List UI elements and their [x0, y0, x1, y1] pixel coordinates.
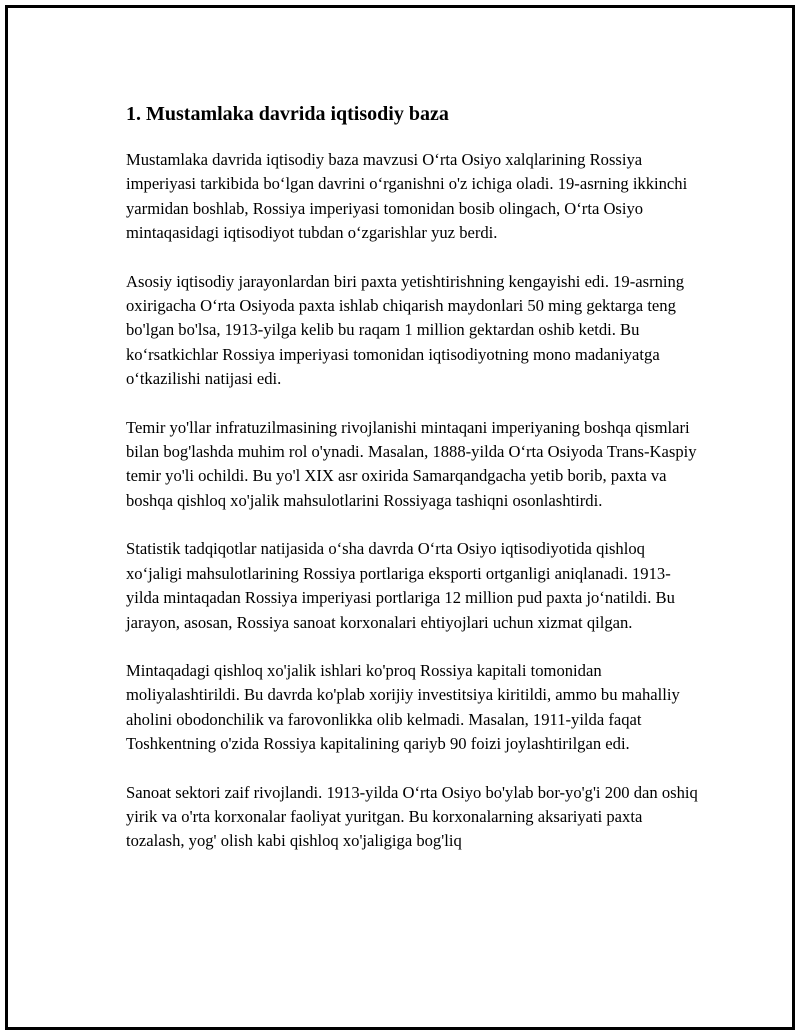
- paragraph-3: Temir yo'llar infratuzilmasining rivojlanishi mintaqani imperiyaning boshqa qismlari bilan bog'lashda muhim rol o'ynadi. Masalan, 1888-yilda O‘rta Osiyoda Trans-Kaspiy temir yo'li ochildi. Bu yo'l XIX asr oxirida Samarqandgacha yetib borib, paxta va boshqa qishloq xo'jalik mahsulotlarini Rossiyaga tashiqni osonlashtirdi.: [126, 417, 697, 510]
- document-body: [126, 100, 698, 878]
- paragraph-4: Statistik tadqiqotlar natijasida o‘sha davrda O‘rta Osiyo iqtisodiyotida qishloq xo‘jaligi mahsulotlarining Rossiya portlariga eksporti ortganligi aniqlanadi. 1913-yilda mintaqadan Rossiya imperiyasi portlariga 12 million pud paxta jo‘natildi. Bu jarayon, asosan, Rossiya sanoat korxonalari ehtiyojlari uchun xizmat qilgan.: [126, 539, 675, 632]
- paragraph-1: Mustamlaka davrida iqtisodiy baza mavzusi O‘rta Osiyo xalqlarining Rossiya imperiyasi tarkibida bo‘lgan davrini o‘rganishni o'z ichiga oladi. 19-asrning ikkinchi yarmidan boshlab, Rossiya imperiyasi tomonidan bosib olingach, O‘rta Osiyo mintaqasidagi iqtisodiyot tubdan o‘zgarishlar yuz berdi.: [126, 150, 688, 243]
- page-frame: [5, 5, 795, 1030]
- paragraph-5: Mintaqadagi qishloq xo'jalik ishlari ko'proq Rossiya kapitali tomonidan moliyalashtirildi. Bu davrda ko'plab xorijiy investitsiya kiritildi, ammo bu mahalliy aholini obodonchilik va farovonlikka olib kelmadi. Masalan, 1911-yilda faqat Toshkentning o'zida Rossiya kapitalining qariyb 90 foizi joylashtirilgan edi.: [126, 660, 680, 754]
- section-heading: 1. Mustamlaka davrida iqtisodiy baza: [126, 103, 449, 125]
- paragraph-6: Sanoat sektori zaif rivojlandi. 1913-yilda O‘rta Osiyo bo'ylab bor-yo'g'i 200 dan oshiq yirik va o'rta korxonalar faoliyat yuritgan. Bu korxonalarning aksariyati paxta tozalash, yog' olish kabi qishloq xo'jaligiga bog'liq: [126, 782, 698, 851]
- paragraph-2: Asosiy iqtisodiy jarayonlardan biri paxta yetishtirishning kengayishi edi. 19-asrning oxirigacha O‘rta Osiyoda paxta ishlab chiqarish maydonlari 50 ming gektarga teng bo'lgan bo'lsa, 1913-yilga kelib bu raqam 1 million gektardan oshib ketdi. Bu ko‘rsatkichlar Rossiya imperiyasi tomonidan iqtisodiyotning mono madaniyatga o‘tkazilishi natijasi edi.: [126, 271, 685, 389]
